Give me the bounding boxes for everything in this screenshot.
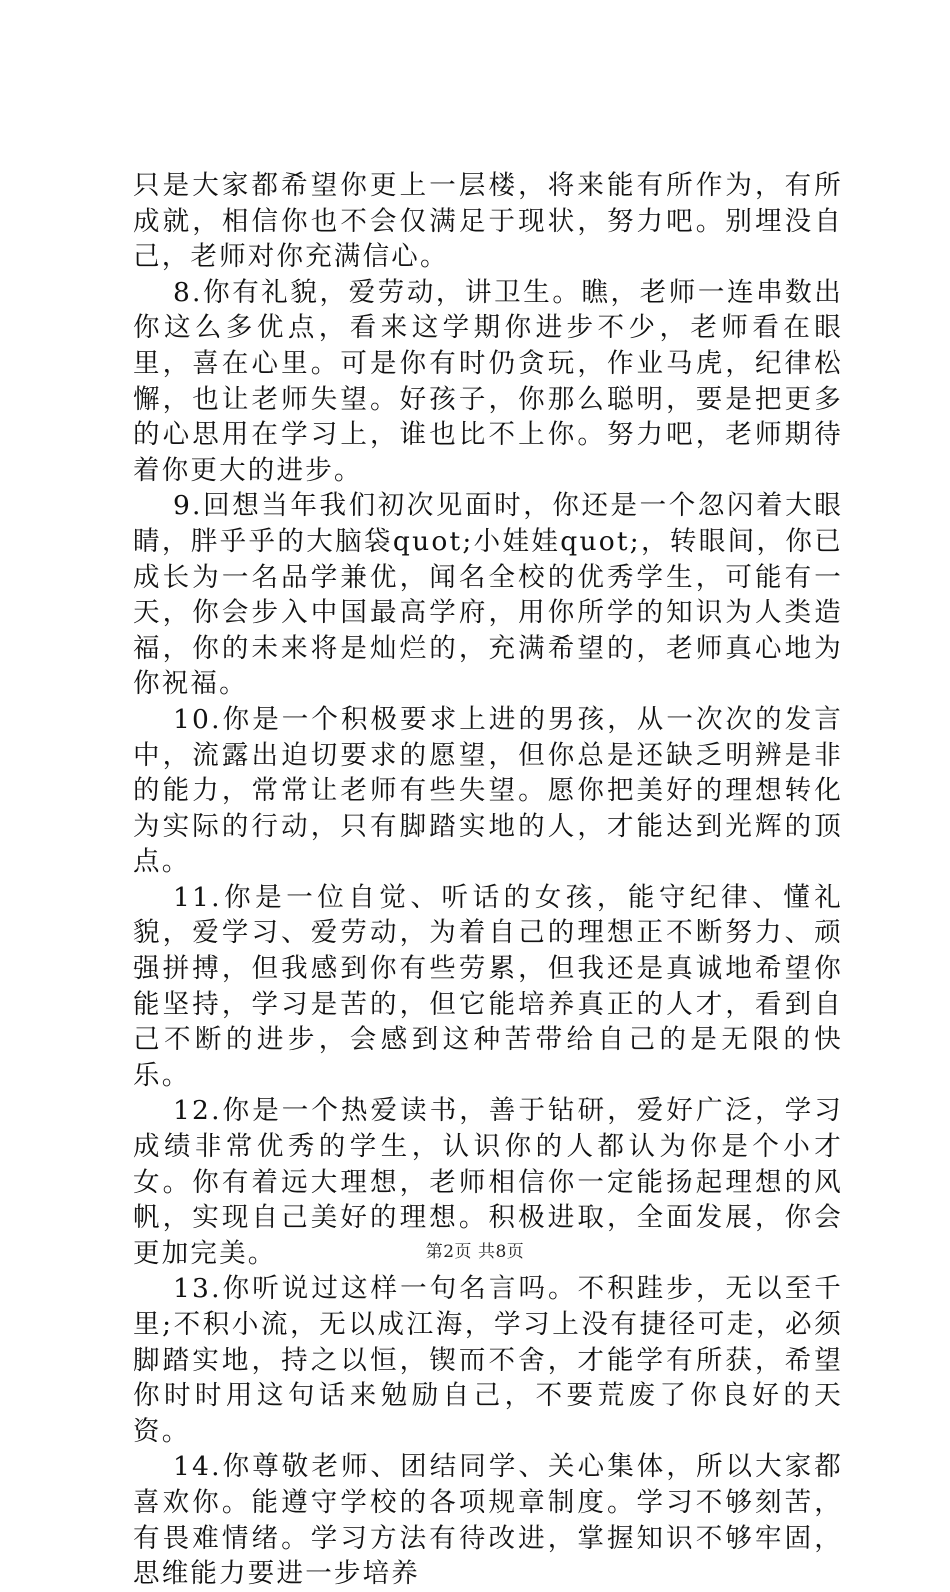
paragraph-continuation: 只是大家都希望你更上一层楼，将来能有所作为，有所成就，相信你也不会仅满足于现状，努力吧。别埋没自己，老师对你充满信心。 — [133, 170, 843, 273]
paragraph-item-10: 10.你是一个积极要求上进的男孩，从一次次的发言中，流露出迫切要求的愿望，但你总是还缺乏明辨是非的能力，常常让老师有些失望。愿你把美好的理想转化为实际的行动，只有脚踏实地的人，才能达到光辉的顶点。 — [133, 703, 843, 878]
paragraph-item-13: 13.你听说过这样一句名言吗。不积跬步，无以至千里;不积小流，无以成江海，学习上没有捷径可走，必须脚踏实地，持之以恒，锲而不舍，才能学有所获，希望你时时用这句话来勉励自己，不要荒废了你良好的天资。 — [133, 1273, 843, 1447]
paragraph-item-8: 8.你有礼貌，爱劳动，讲卫生。瞧，老师一连串数出你这么多优点，看来这学期你进步不少，老师看在眼里，喜在心里。可是你有时仍贪玩，作业马虎，纪律松懈，也让老师失望。好孩子，你那么聪明，要是把更多的心思用在学习上，谁也比不上你。努力吧，老师期待着你更大的进步。 — [133, 276, 843, 486]
paragraph-item-11: 11.你是一位自觉、听话的女孩，能守纪律、懂礼貌，爱学习、爱劳动，为着自己的理想正不断努力、顽强拼搏，但我感到你有些劳累，但我还是真诚地希望你能坚持，学习是苦的，但它能培养真正的人才，看到自己不断的进步，会感到这种苦带给自己的是无限的快乐。 — [133, 881, 843, 1091]
paragraph-item-12: 12.你是一个热爱读书，善于钻研，爱好广泛，学习成绩非常优秀的学生，认识你的人都认为你是个小才女。你有着远大理想，老师相信你一定能扬起理想的风帆，实现自己美好的理想。积极进取，全面发展，你会更加完美。 — [133, 1095, 843, 1269]
paragraph-item-14: 14.你尊敬老师、团结同学、关心集体，所以大家都喜欢你。能遵守学校的各项规章制度。学习不够刻苦，有畏难情绪。学习方法有待改进，掌握知识不够牢固，思维能力要进一步培养 — [133, 1451, 843, 1590]
paragraph-item-9: 9.回想当年我们初次见面时，你还是一个忽闪着大眼睛，胖乎乎的大脑袋quot;小娃娃quot;，转眼间，你已成长为一名品学兼优，闻名全校的优秀学生，可能有一天，你会步入中国最高学府，用你所学的知识为人类造福，你的未来将是灿烂的，充满希望的，老师真心地为你祝福。 — [133, 490, 843, 700]
page-number-footer: 第2页 共8页 — [425, 1242, 525, 1262]
document-body — [133, 168, 843, 1592]
